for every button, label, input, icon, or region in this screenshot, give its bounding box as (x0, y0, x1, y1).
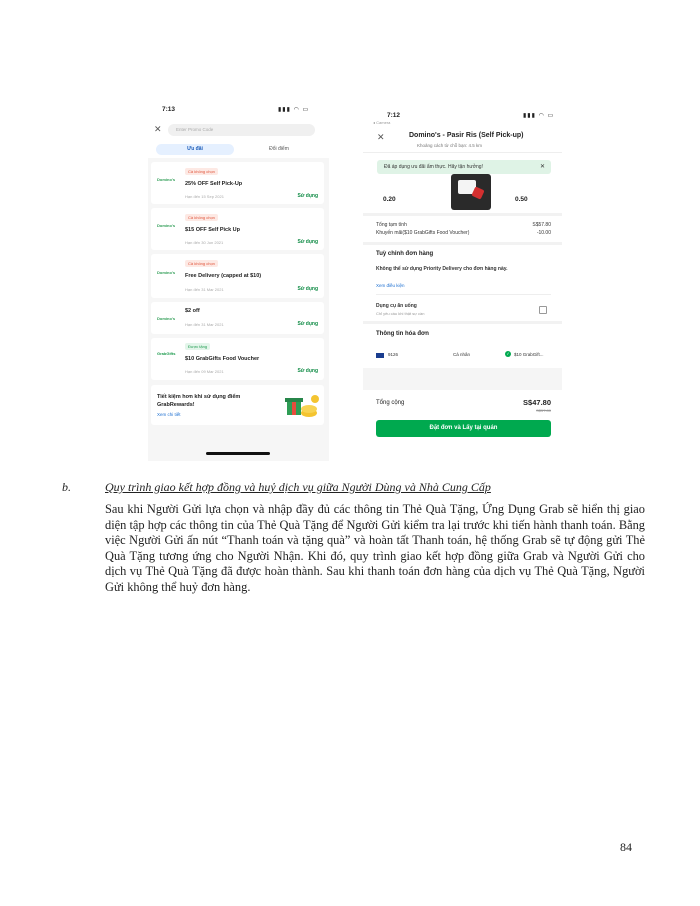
toast-close-icon[interactable]: ✕ (539, 164, 545, 170)
rewards-line1: Tiết kiệm hơn khi sử dụng điểm (157, 394, 241, 400)
payment-profile[interactable]: Cá nhân (453, 352, 471, 357)
cutlery-subtext: Chỉ yêu cầu khi thật sự cần (376, 311, 425, 316)
promo-code-input[interactable]: Enter Promo Code (168, 124, 315, 136)
home-indicator (206, 452, 270, 455)
tab-offers[interactable]: Ưu đãi (156, 144, 234, 155)
card-icon (376, 353, 384, 358)
voucher-card[interactable] (151, 254, 324, 298)
use-voucher-button[interactable]: Sử dụng (297, 239, 318, 245)
voucher-brand: Domino's (157, 316, 176, 321)
use-voucher-button[interactable]: Sử dụng (297, 321, 318, 327)
promo-applied-toast (377, 160, 551, 174)
voucher-title: 25% OFF Self Pick-Up (185, 181, 243, 187)
promo-header (148, 100, 329, 158)
total-old-value: S$57.80 (536, 408, 551, 413)
section-divider (363, 213, 562, 216)
close-icon[interactable]: ✕ (377, 132, 385, 142)
use-voucher-button[interactable]: Sử dụng (297, 286, 318, 292)
voucher-card[interactable] (151, 162, 324, 204)
voucher-tag: Cả không chọn (185, 260, 218, 267)
status-time: 7:13 (162, 106, 176, 113)
voucher-expiry: Hạn đến 31 Mar 2021 (185, 287, 224, 292)
voucher-card[interactable] (151, 208, 324, 250)
section-divider (363, 242, 562, 245)
voucher-brand: Domino's (157, 177, 176, 182)
section-divider (363, 321, 562, 324)
cutlery-label: Dụng cụ ăn uống (376, 303, 417, 309)
voucher-title: $15 OFF Self Pick Up (185, 227, 241, 233)
store-distance: Khoảng cách từ chỗ bạn: 4.5 km (417, 143, 483, 148)
voucher-expiry: Hạn đến 31 Mar 2021 (185, 322, 224, 327)
voucher-title: $10 GrabGifts Food Voucher (185, 356, 260, 362)
promo-value: -10.00 (536, 230, 551, 236)
page-number: 84 (620, 840, 632, 854)
divider (363, 152, 562, 153)
status-icons: ▮▮▮ ◠ ▭ (523, 113, 555, 119)
tab-redeem[interactable]: Đổi điểm (269, 146, 289, 152)
payment-method[interactable]: 9126 (388, 352, 399, 357)
price-left: 0.20 (383, 196, 396, 203)
store-title: Domino's - Pasir Ris (Self Pick-up) (409, 132, 524, 139)
voucher-title: $2 off (185, 308, 200, 314)
toast-text: Đã áp dụng ưu đãi ẩm thực. Hãy tận hưởng! (384, 164, 483, 170)
total-label: Tổng cộng (376, 400, 405, 406)
use-voucher-button[interactable]: Sử dụng (297, 193, 318, 199)
price-right: 0.50 (515, 196, 528, 203)
place-order-button[interactable]: Đặt đơn và Lấy tại quán (376, 420, 551, 437)
voucher-expiry: Hạn đến 15 Sep 2021 (185, 194, 224, 199)
voucher-tag: Cả không chọn (185, 168, 218, 175)
coins-gift-icon (279, 389, 321, 423)
status-time: 7:12 (387, 112, 401, 119)
voucher-tag: Được tặng (185, 343, 210, 350)
customize-title: Tuỳ chỉnh đơn hàng (376, 251, 434, 257)
voucher-expiry: Hạn đến 30 Jun 2021 (185, 240, 224, 245)
status-icons: ▮▮▮ ◠ ▭ (278, 107, 310, 113)
voucher-brand: Domino's (157, 223, 176, 228)
voucher-brand: GrabGifts (157, 351, 176, 356)
back-to-camera[interactable]: ◂ Camera (373, 120, 391, 125)
use-voucher-button[interactable]: Sử dụng (297, 368, 318, 374)
checkout-screenshot (363, 105, 562, 445)
subtotal-value: S$57.80 (532, 222, 551, 228)
priority-terms-link[interactable]: Xem điều kiện (376, 283, 405, 288)
priority-note: Không thể sử dụng Priority Delivery cho đơn hàng này. (376, 266, 508, 272)
voucher-tag: Cả không chọn (185, 214, 218, 221)
payment-voucher[interactable]: $10 GrabGift... (514, 352, 544, 357)
divider (376, 294, 551, 295)
rewards-banner[interactable] (151, 385, 324, 425)
total-value: S$47.80 (523, 398, 551, 407)
section-paragraph: Sau khi Người Gửi lựa chọn và nhập đầy đủ các thông tin Thẻ Quà Tặng, Ứng Dụng Grab sẽ hiển thị giao diện tập hợp các thông tin của Thẻ Quà Tặng để Người Gửi kiểm tra lại trước khi tiến hành thanh toán. Bằng việc Người Gửi ấn nút “Thanh toán và tặng quà” và hoàn tất Thanh toán, hệ thống Grab sẽ tự động gửi Thẻ Quà Tặng tương ứng cho Người Nhận. Khi đó, quy trình giao kết hợp đồng giữa Grab và Người Gửi cho dịch vụ Thẻ Quà Tặng đã được hoàn thành. Sau khi thanh toán đơn hàng của dịch vụ Thẻ Quà Tặng, Người Gửi không thể huỷ đơn hàng. (105, 502, 645, 594)
voucher-card[interactable] (151, 302, 324, 334)
rewards-line2: GrabRewards! (157, 402, 195, 408)
section-heading: Quy trình giao kết hợp đồng và huỷ dịch vụ giữa Người Dùng và Nhà Cung Cấp (105, 480, 491, 494)
subtotal-label: Tổng tạm tính (376, 222, 407, 228)
voucher-expiry: Hạn đến 09 Mar 2021 (185, 369, 224, 374)
voucher-image (451, 174, 491, 210)
close-icon[interactable]: ✕ (154, 124, 162, 134)
cutlery-checkbox[interactable] (539, 306, 547, 314)
rewards-details-link[interactable]: Xem chi tiết (157, 412, 181, 417)
voucher-brand: Domino's (157, 270, 176, 275)
check-icon: ✓ (506, 351, 510, 356)
gift-ribbon (471, 186, 484, 199)
promo-label: Khuyến mãi($10 GrabGifts Food Voucher) (376, 230, 470, 236)
section-letter: b. (62, 480, 71, 494)
voucher-title: Free Delivery (capped at $10) (185, 273, 262, 279)
payment-title: Thông tin hóa đơn (376, 331, 429, 337)
spacer (363, 368, 562, 390)
voucher-card[interactable] (151, 338, 324, 380)
promo-screenshot (148, 100, 329, 461)
